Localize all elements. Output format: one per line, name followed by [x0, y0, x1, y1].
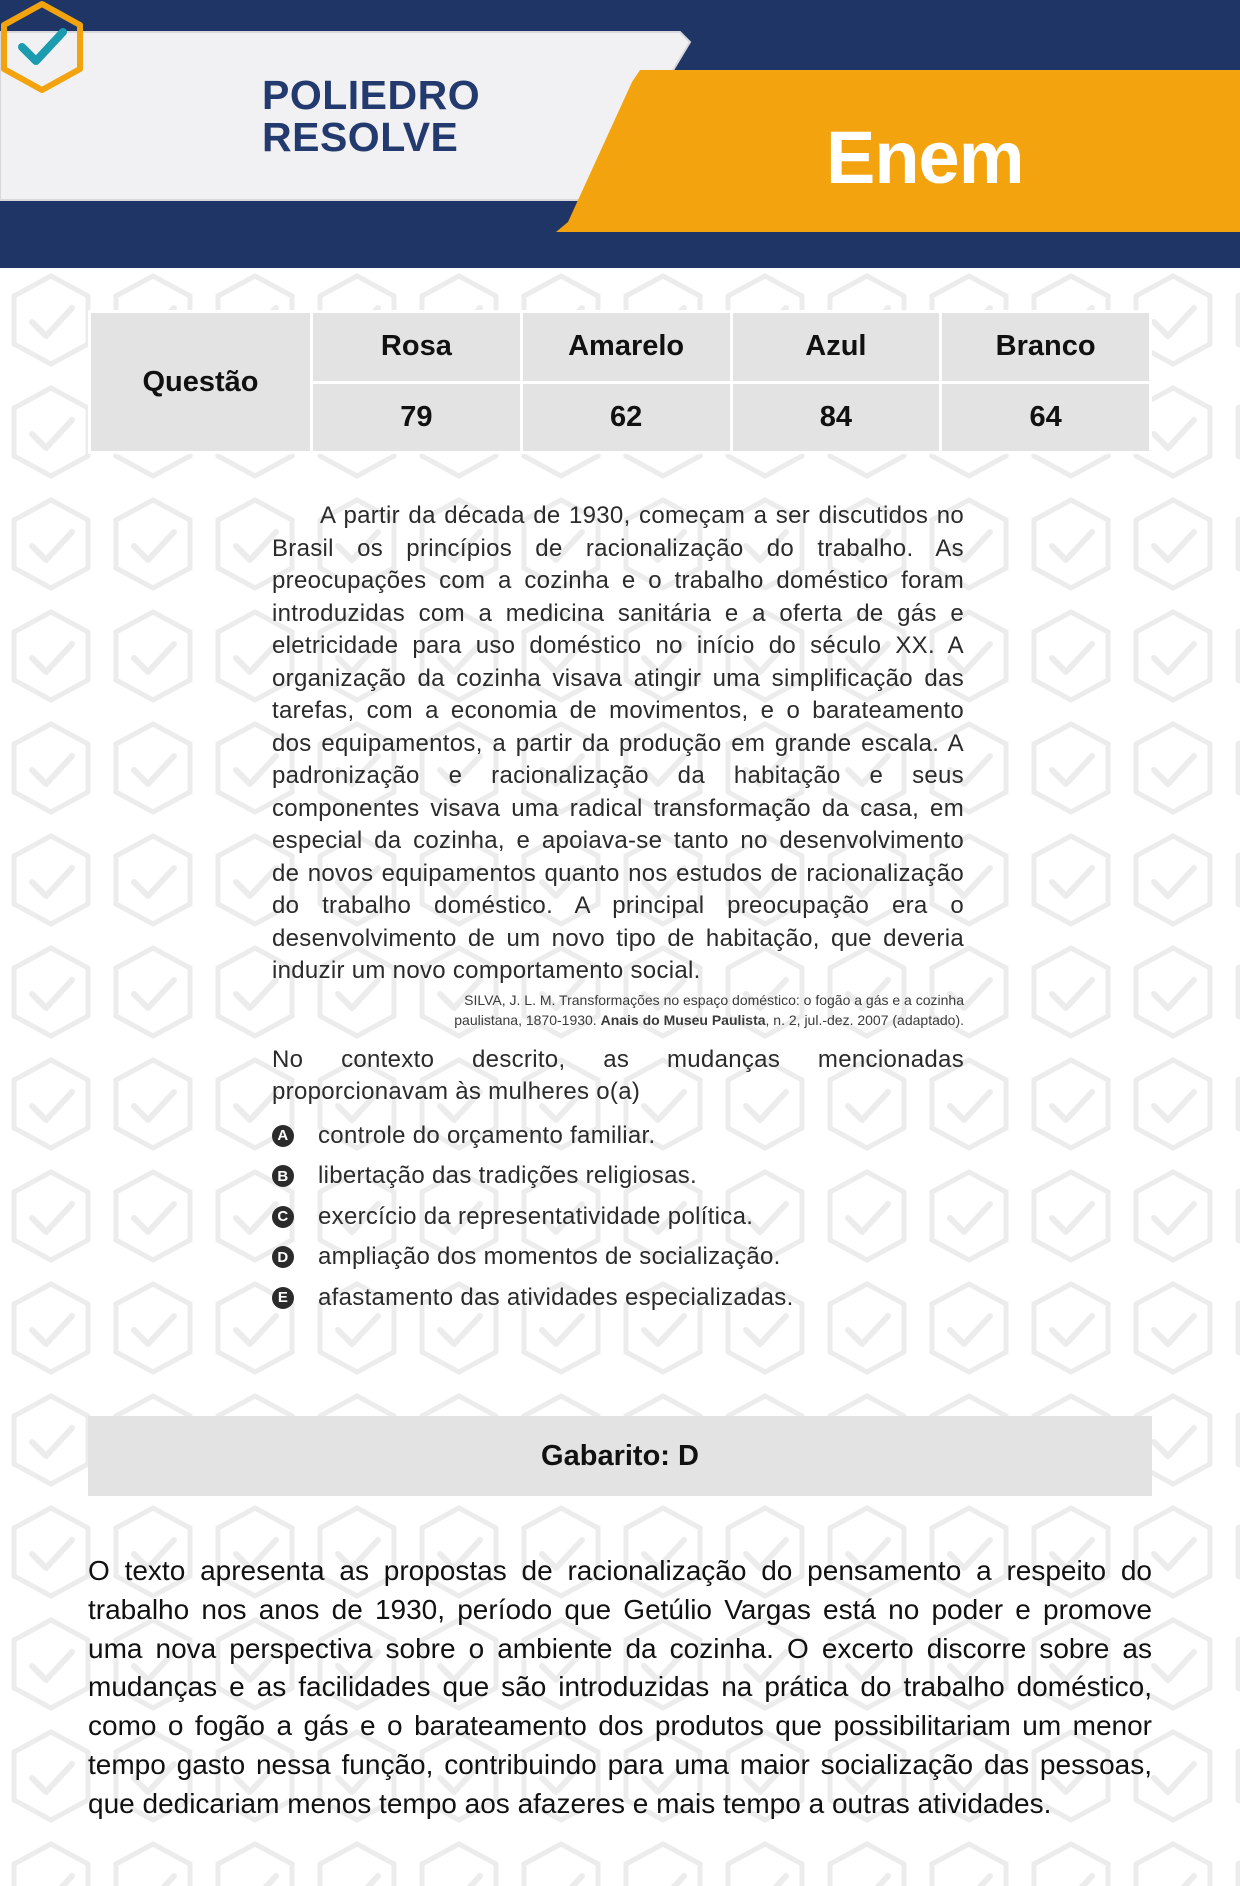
citation-journal: Anais do Museu Paulista [600, 1011, 766, 1028]
option-a [272, 1116, 964, 1157]
option-d [272, 1237, 964, 1278]
color-header-azul: Azul [731, 312, 941, 383]
brand-line-1: POLIEDRO [262, 72, 481, 118]
header-background [0, 0, 1240, 268]
option-letter-badge: C [272, 1206, 294, 1228]
brand-line-2: RESOLVE [262, 114, 459, 160]
color-header-amarelo: Amarelo [521, 312, 731, 383]
question-label: Questão [90, 312, 312, 453]
option-e [272, 1278, 964, 1319]
option-letter-badge: A [272, 1125, 294, 1147]
answer-key: Gabarito: D [541, 1439, 699, 1472]
exam-title: Enem [826, 116, 1024, 199]
brand-name [262, 74, 480, 158]
answer-key-bar [88, 1416, 1152, 1496]
header-banner [0, 0, 1240, 268]
color-header-branco: Branco [941, 312, 1151, 383]
option-c [272, 1197, 964, 1238]
question-passage: A partir da década de 1930, começam a ser discutidos no Brasil os princípios de racionalização do trabalho. As preocupações com a cozinha e o trabalho doméstico foram introduzidas com a medicina sanitária e a oferta de gás e eletricidade para uso doméstico no início do século XX. A organização da cozinha visava atingir uma simplificação das tarefas, com a economia de movimentos, e o barateamento dos equipamentos, a partir da produção em grande escala. A padronização e racionalização da habitação e seus componentes visava uma radical transformação da casa, em especial da cozinha, e apoiava-se tanto no desenvolvimento de novos equipamentos quanto nos estudos de racionalização do trabalho doméstico. A principal preocupação era o desenvolvimento de um novo tipo de habitação, que deveria induzir um novo comportamento social. [272, 502, 964, 984]
option-letter-badge: E [272, 1287, 294, 1309]
option-b [272, 1156, 964, 1197]
hexagon-check-icon [0, 0, 84, 94]
option-letter-badge: D [272, 1246, 294, 1268]
question-block [272, 500, 964, 1318]
question-number-azul: 84 [731, 382, 941, 453]
color-header-rosa: Rosa [312, 312, 522, 383]
option-text: exercício da representatividade política. [318, 1202, 754, 1230]
citation-suffix: , n. 2, jul.-dez. 2007 (adaptado). [765, 1011, 964, 1028]
question-number-rosa: 79 [312, 382, 522, 453]
citation-prefix: paulistana, 1870-1930. [454, 1011, 597, 1028]
answer-explanation: O texto apresenta as propostas de racionalização do pensamento a respeito do trabalho nos anos de 1930, período que Getúlio Vargas está no poder e promove uma nova perspectiva sobre o ambiente da cozinha. O excerto discorre sobre as mudanças e as facilidades que são introduzidas na prática do trabalho doméstico, como o fogão a gás e o barateamento dos produtos que possibilitariam um menor tempo gasto nessa função, contribuindo para uma maior socialização das pessoas, que dedicariam menos tempo aos afazeres e mais tempo a outras atividades. [88, 1555, 1152, 1819]
option-text: controle do orçamento familiar. [318, 1121, 656, 1149]
question-number-amarelo: 62 [521, 382, 731, 453]
table-row [90, 312, 1151, 383]
question-number-branco: 64 [941, 382, 1151, 453]
option-text: afastamento das atividades especializadas. [318, 1283, 794, 1311]
option-letter-badge: B [272, 1165, 294, 1187]
source-citation [272, 990, 964, 1030]
citation-line-1: SILVA, J. L. M. Transformações no espaço doméstico: o fogão a gás e a cozinha [464, 991, 964, 1008]
option-text: ampliação dos momentos de socialização. [318, 1243, 781, 1271]
option-text: libertação das tradições religiosas. [318, 1162, 697, 1190]
answer-options [272, 1116, 964, 1319]
question-stem: No contexto descrito, as mudanças mencionadas proporcionavam às mulheres o(a) [272, 1045, 964, 1105]
question-number-table [88, 310, 1152, 454]
citation-line-2 [272, 1010, 964, 1030]
